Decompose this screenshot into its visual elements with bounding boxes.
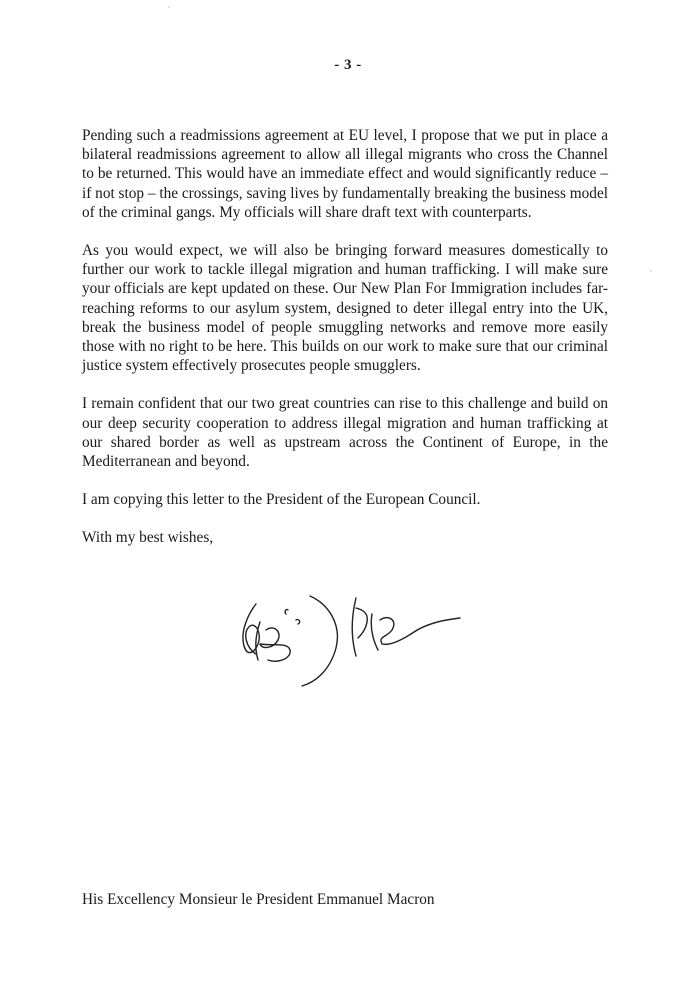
addressee: His Excellency Monsieur le President Emmanuel Macron	[82, 891, 435, 908]
handwritten-signature	[232, 574, 492, 699]
page-number: - 3 -	[334, 57, 362, 73]
letter-body	[82, 126, 608, 567]
scan-speck	[168, 6, 170, 8]
paragraph-readmissions: Pending such a readmissions agreement at EU level, I propose that we put in place a bilateral readmissions agreement to allow all illegal migrants who cross the Channel to be returned. This would have an immediate effect and would significantly reduce – if not stop – the crossings, saving lives by fundamentally breaking the business model of the criminal gangs. My officials will share draft text with counterparts.	[82, 127, 608, 221]
paragraph-confidence: I remain confident that our two great countries can rise to this challenge and build on our deep security cooperation to address illegal migration and human trafficking at our shared border as well as upstream across the Continent of Europe, in the Mediterranean and beyond.	[82, 395, 608, 471]
copy-line: I am copying this letter to the President of the European Council.	[82, 491, 481, 509]
closing-line: With my best wishes,	[82, 529, 214, 547]
scan-speck	[650, 270, 652, 272]
paragraph-domestic-measures: As you would expect, we will also be bringing forward measures domestically to further our work to tackle illegal migration and human trafficking. I will make sure your officials are kept updated on these. Our New Plan For Immigration includes far-reaching reforms to our asylum system, designed to deter illegal entry into the UK, break the business model of people smuggling networks and remove more easily those with no right to be here. This builds on our work to make sure that our criminal justice system effectively prosecutes people smugglers.	[82, 242, 608, 375]
